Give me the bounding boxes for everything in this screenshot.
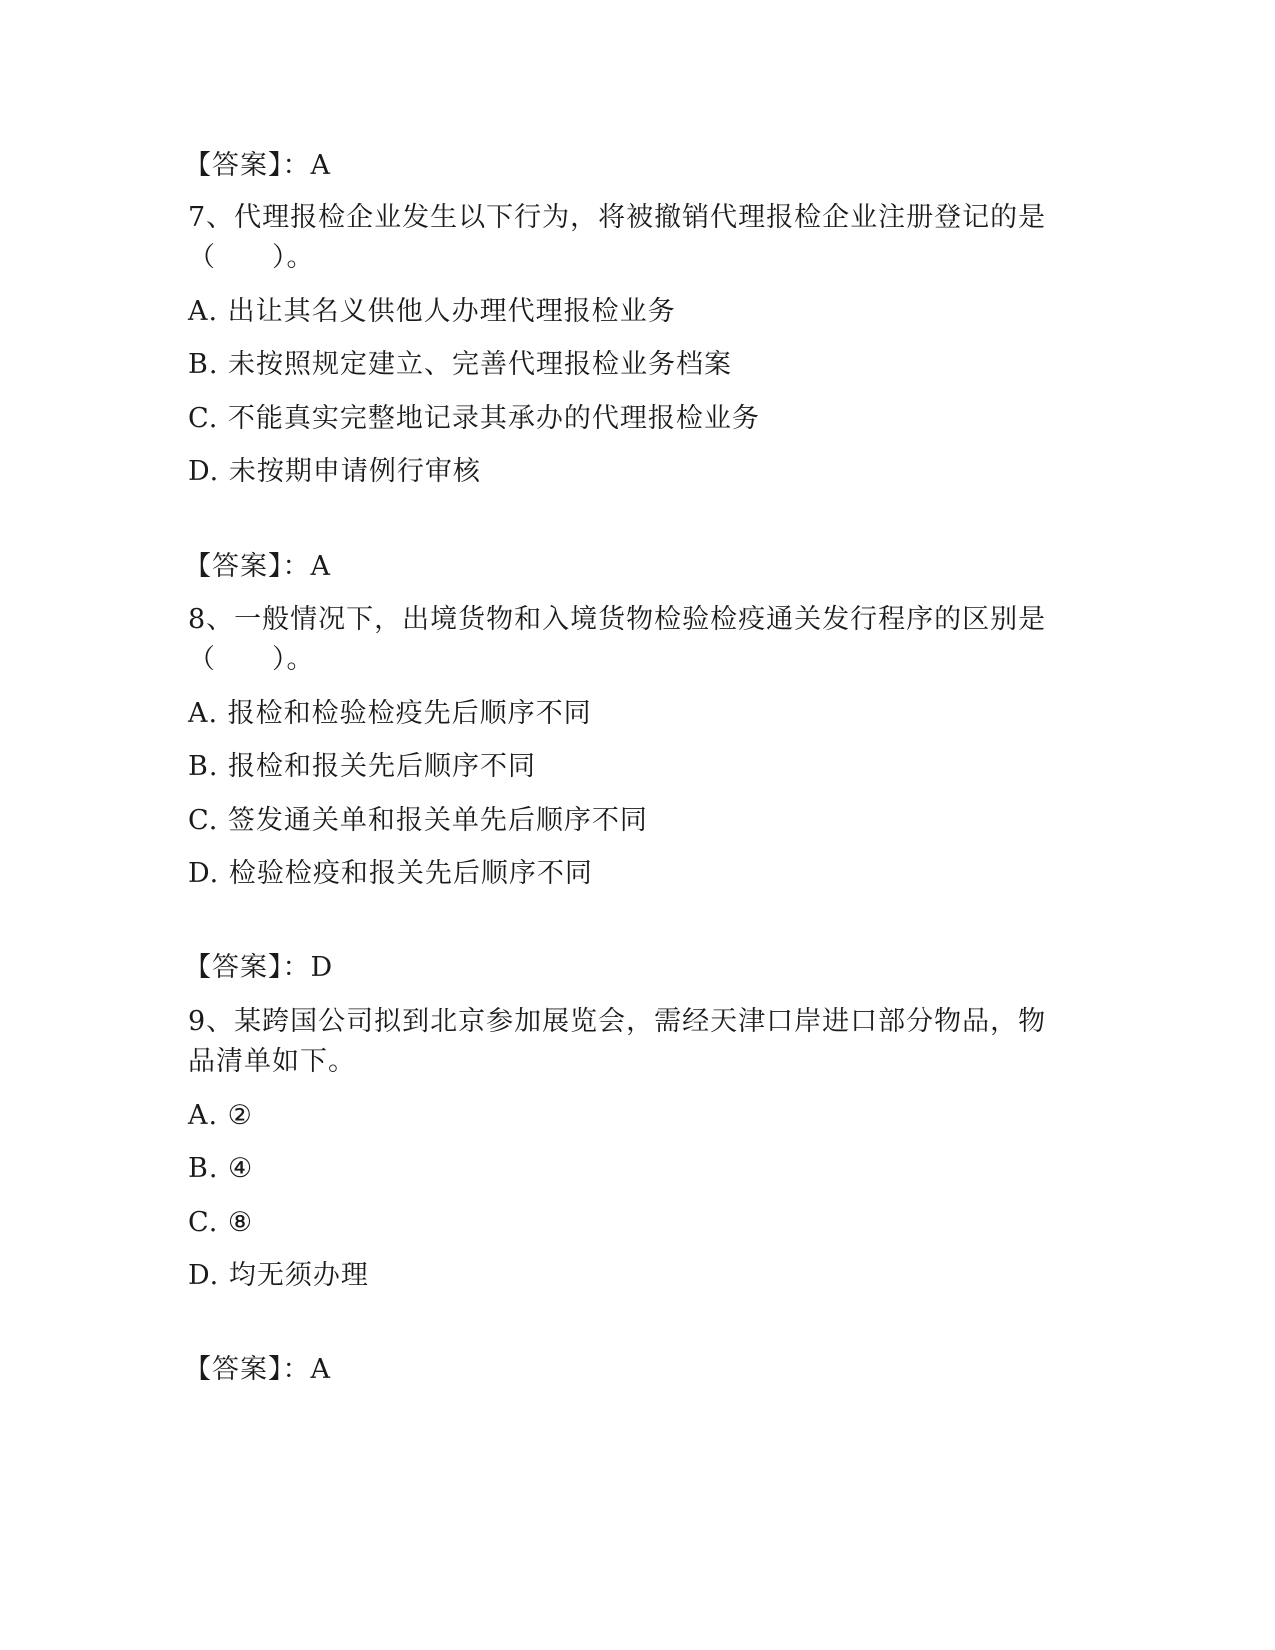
question-8-stem-line1: 8、一般情况下，出境货物和入境货物检验检疫通关发行程序的区别是	[188, 604, 1047, 635]
answer-label: 【答案】：	[184, 952, 311, 983]
question-7-stem-line2: （ ）。	[188, 242, 315, 273]
answer-line-q8	[184, 950, 333, 986]
question-9-option-c: C. ⑧	[188, 1207, 254, 1238]
answer-label: 【答案】：	[184, 1354, 311, 1385]
question-7-option-d: D. 未按期申请例行审核	[188, 456, 481, 487]
question-9-stem-line1: 9、某跨国公司拟到北京参加展览会，需经天津口岸进口部分物品，物	[188, 1006, 1047, 1037]
answer-line-q9	[184, 1352, 331, 1388]
answer-line-q6	[184, 148, 331, 184]
question-8-stem-line2: （ ）。	[188, 644, 315, 675]
question-9-stem-line2: 品清单如下。	[188, 1046, 356, 1077]
question-8-option-a: A. 报检和检验检疫先后顺序不同	[188, 698, 592, 729]
answer-value: A	[310, 551, 331, 582]
answer-value: A	[310, 150, 331, 181]
answer-label: 【答案】：	[184, 150, 311, 181]
question-7-stem-line1: 7、代理报检企业发生以下行为，将被撤销代理报检企业注册登记的是	[188, 202, 1047, 233]
question-9-option-a: A. ②	[188, 1100, 253, 1131]
answer-label: 【答案】：	[184, 551, 311, 582]
question-7-option-c: C. 不能真实完整地记录其承办的代理报检业务	[188, 403, 760, 434]
question-8-option-b: B. 报检和报关先后顺序不同	[188, 751, 537, 782]
answer-value: D	[310, 952, 334, 983]
question-9-option-b: B. ④	[188, 1153, 254, 1184]
question-8-option-c: C. 签发通关单和报关单先后顺序不同	[188, 805, 648, 836]
question-9-option-d: D. 均无须办理	[188, 1260, 369, 1291]
answer-value: A	[310, 1354, 331, 1385]
question-8-option-d: D. 检验检疫和报关先后顺序不同	[188, 858, 593, 889]
question-7-option-a: A. 出让其名义供他人办理代理报检业务	[188, 296, 676, 327]
answer-line-q7	[184, 549, 331, 585]
question-7-option-b: B. 未按照规定建立、完善代理报检业务档案	[188, 349, 733, 380]
